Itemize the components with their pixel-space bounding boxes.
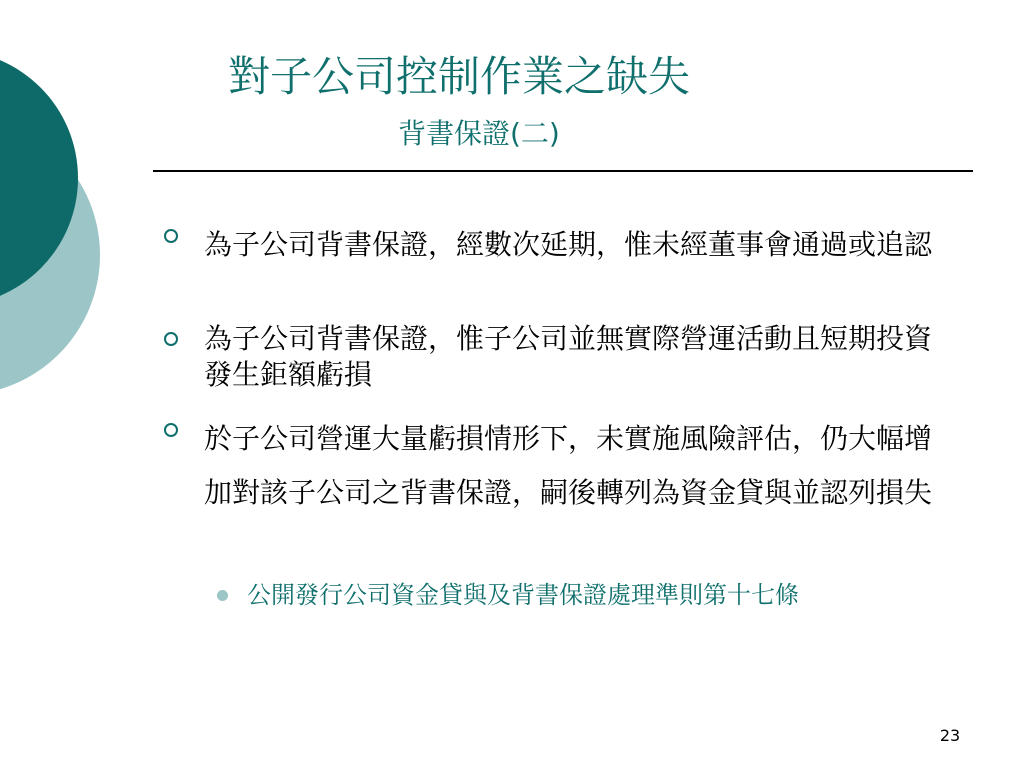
bullet-item [164, 412, 954, 520]
bullet-item [164, 218, 954, 272]
hollow-circle-bullet-icon [164, 332, 178, 346]
hollow-circle-bullet-icon [164, 423, 178, 437]
filled-dot-bullet-icon [217, 590, 228, 601]
bullet-item [164, 321, 954, 393]
sub-bullet-text: 公開發行公司資金貸與及背書保證處理準則第十七條 [247, 581, 799, 609]
page-number: 23 [939, 726, 961, 745]
bullet-text: 為子公司背書保證，惟子公司並無實際營運活動且短期投資發生鉅額虧損 [204, 322, 933, 391]
slide-subtitle: 背書保證(二) [398, 117, 560, 150]
dark-teal-circle [0, 50, 78, 306]
sub-bullet-item [217, 578, 977, 612]
light-teal-circle [0, 115, 100, 395]
slide-title: 對子公司控制作業之缺失 [228, 52, 691, 101]
bullet-text: 於子公司營運大量虧損情形下，未實施風險評估，仍大幅增加對該子公司之背書保證，嗣後轉列為資金貸與並認列損失 [204, 422, 933, 509]
title-divider [153, 170, 973, 172]
bullet-text: 為子公司背書保證，經數次延期，惟未經董事會通過或追認 [204, 228, 933, 261]
hollow-circle-bullet-icon [164, 229, 178, 243]
